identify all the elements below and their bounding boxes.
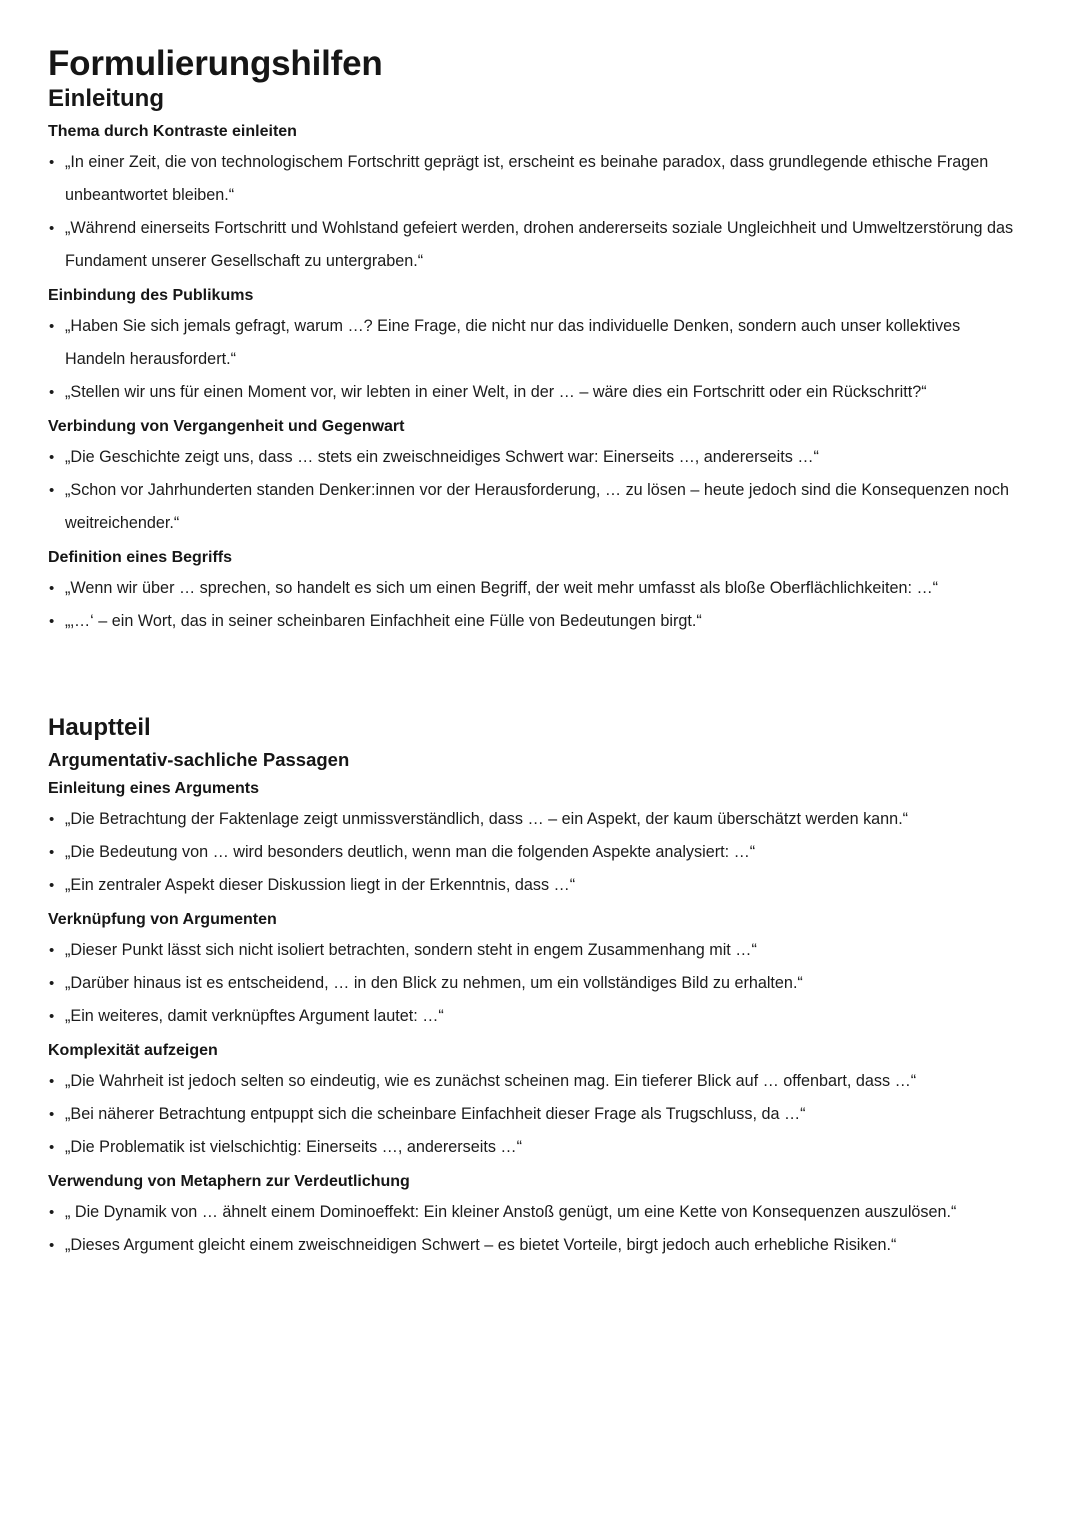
list-item: • „Wenn wir über … sprechen, so handelt es sich um einen Begriff, der weit mehr umfasst als bloße Oberflächlichkeiten: …“ [48,572,1022,605]
phrase-list [48,1196,1022,1262]
list-item: • „Die Geschichte zeigt uns, dass … stets ein zweischneidiges Schwert war: Einerseits …, andererseits …“ [48,441,1022,474]
group-verknuepfung-von-argumenten [48,910,1022,1033]
list-item: • „Ein zentraler Aspekt dieser Diskussion liegt in der Erkenntnis, dass …“ [48,869,1022,902]
phrase-list [48,572,1022,638]
list-item: • „Während einerseits Fortschritt und Wohlstand gefeiert werden, drohen andererseits soziale Ungleichheit und Umweltzerstörung das Fundament unserer Gesellschaft zu untergraben.“ [48,212,1022,278]
group-heading: Verbindung von Vergangenheit und Gegenwart [48,417,405,435]
list-item: • „ Die Dynamik von … ähnelt einem Dominoeffekt: Ein kleiner Anstoß genügt, um eine Kette von Konsequenzen auszulösen.“ [48,1196,1022,1229]
list-item: • „Die Problematik ist vielschichtig: Einerseits …, andererseits …“ [48,1131,1022,1164]
subsection-heading-argumentativ-sachliche-passagen: Argumentativ-sachliche Passagen [48,748,350,770]
group-heading: Einbindung des Publikums [48,286,254,304]
section-hauptteil [48,714,1022,1263]
list-item: • „Die Betrachtung der Faktenlage zeigt unmissverständlich, dass … – ein Aspekt, der kaum überschätzt werden kann.“ [48,803,1022,836]
section-heading-einleitung: Einleitung [48,85,164,113]
list-item: • „Die Bedeutung von … wird besonders deutlich, wenn man die folgenden Aspekte analysiert: …“ [48,836,1022,869]
list-item: • „Dieses Argument gleicht einem zweischneidigen Schwert – es bietet Vorteile, birgt jedoch auch erhebliche Risiken.“ [48,1229,1022,1262]
list-item: • „‚…‘ – ein Wort, das in seiner scheinbaren Einfachheit eine Fülle von Bedeutungen birgt.“ [48,605,1022,638]
page-title: Formulierungshilfen [48,44,383,83]
group-heading: Verwendung von Metaphern zur Verdeutlichung [48,1173,410,1190]
list-item: • „Darüber hinaus ist es entscheidend, … in den Blick zu nehmen, um ein vollständiges Bild zu erhalten.“ [48,967,1022,1000]
phrase-list [48,803,1022,902]
list-item: • „Schon vor Jahrhunderten standen Denker:innen vor der Herausforderung, … zu lösen – heute jedoch sind die Konsequenzen noch weitreichender.“ [48,474,1022,540]
phrase-list [48,934,1022,1033]
group-einleitung-eines-arguments [48,779,1022,902]
list-item: • „In einer Zeit, die von technologischem Fortschritt geprägt ist, erscheint es beinahe paradox, dass grundlegende ethische Fragen unbeantwortet bleiben.“ [48,146,1022,212]
list-item: • „Haben Sie sich jemals gefragt, warum …? Eine Frage, die nicht nur das individuelle Denken, sondern auch unser kollektives Handeln herausfordert.“ [48,310,1022,376]
group-thema-durch-kontraste-einleiten [48,122,1022,278]
list-item: • „Ein weiteres, damit verknüpftes Argument lautet: …“ [48,1000,1022,1033]
section-heading-hauptteil: Hauptteil [48,713,151,741]
group-komplexitaet-aufzeigen [48,1041,1022,1164]
group-definition-eines-begriffs [48,548,1022,638]
phrase-list [48,310,1022,409]
phrase-list [48,441,1022,540]
section-einleitung [48,85,1022,637]
phrase-list [48,1065,1022,1164]
group-heading: Definition eines Begriffs [48,548,233,566]
group-heading: Thema durch Kontraste einleiten [48,122,297,140]
list-item: • „Stellen wir uns für einen Moment vor, wir lebten in einer Welt, in der … – wäre dies ein Fortschritt oder ein Rückschritt?“ [48,376,1022,409]
group-heading: Einleitung eines Arguments [48,780,259,797]
list-item: • „Die Wahrheit ist jedoch selten so eindeutig, wie es zunächst scheinen mag. Ein tieferer Blick auf … offenbart, dass …“ [48,1065,1022,1098]
group-verwendung-von-metaphern-zur-verdeutlichung [48,1172,1022,1262]
group-heading: Komplexität aufzeigen [48,1042,218,1059]
group-einbindung-des-publikums [48,286,1022,409]
list-item: • „Dieser Punkt lässt sich nicht isoliert betrachten, sondern steht in engem Zusammenhang mit …“ [48,934,1022,967]
group-verbindung-von-vergangenheit-und-gegenwart [48,417,1022,540]
group-heading: Verknüpfung von Argumenten [48,911,277,928]
list-item: • „Bei näherer Betrachtung entpuppt sich die scheinbare Einfachheit dieser Frage als Trugschluss, da …“ [48,1098,1022,1131]
phrase-list [48,146,1022,278]
